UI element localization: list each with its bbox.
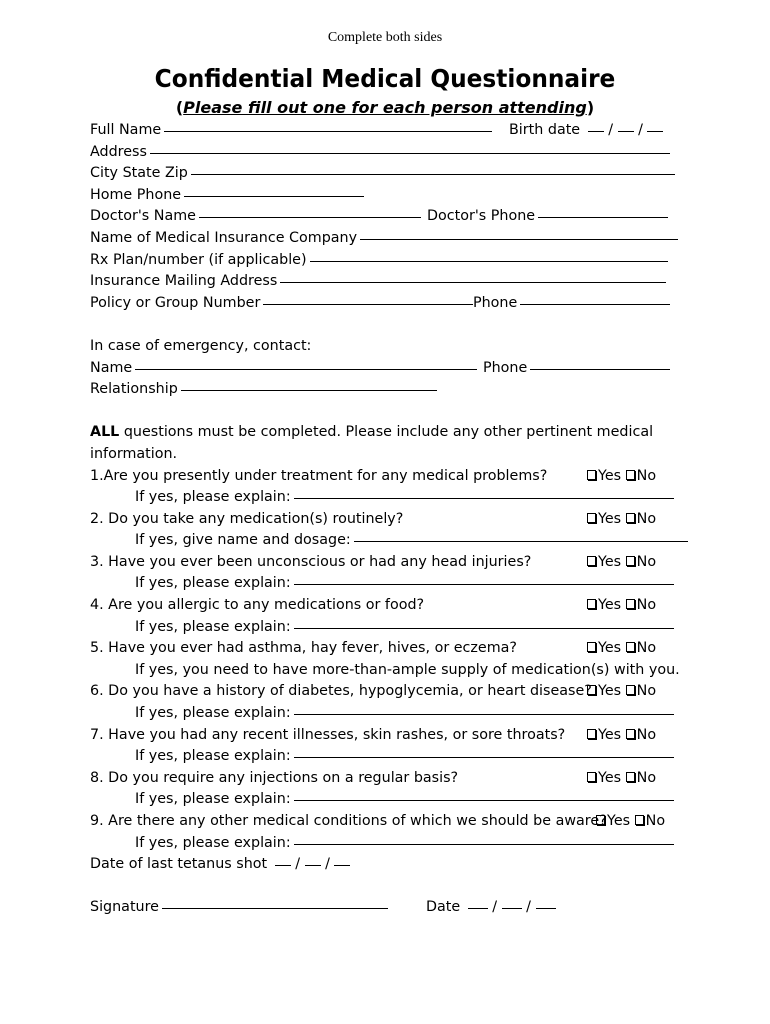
home-phone-label: Home Phone	[90, 186, 182, 203]
yes-no-options	[587, 509, 656, 531]
question-row	[90, 509, 685, 531]
insurance-company-label: Name of Medical Insurance Company	[90, 229, 358, 246]
question-row	[90, 552, 685, 574]
question-text: 6. Do you have a history of diabetes, hypoglycemia, or heart disease?	[90, 683, 592, 700]
emergency-name-label: Name	[90, 359, 133, 376]
doctors-name-label: Doctor's Name	[90, 208, 196, 225]
birth-date-label: Birth date / /	[509, 120, 663, 142]
instructions-line-2: information.	[90, 445, 178, 462]
birth-year-field[interactable]	[647, 130, 663, 132]
followup-text: If yes, you need to have more-than-ample supply of medication(s) with you.	[135, 661, 680, 678]
home-phone-row	[90, 185, 685, 207]
explain-field[interactable]	[294, 799, 674, 801]
tetanus-month-field[interactable]	[275, 864, 291, 866]
date-day-field[interactable]	[502, 907, 522, 909]
address-row	[90, 142, 685, 164]
city-state-zip-row	[90, 163, 685, 185]
no-label: No	[636, 640, 657, 657]
followup-text: If yes, please explain:	[135, 789, 674, 811]
yes-checkbox[interactable]	[587, 685, 596, 695]
explain-field[interactable]	[294, 583, 674, 585]
question-text: 3. Have you ever been unconscious or had any head injuries?	[90, 553, 532, 570]
emergency-name-row	[90, 358, 685, 380]
followup-text: If yes, please explain:	[135, 703, 674, 725]
question-followup-row	[90, 617, 685, 639]
yes-label: Yes	[598, 769, 622, 786]
yes-checkbox[interactable]	[587, 556, 596, 566]
question-row	[90, 638, 685, 660]
yes-label: Yes	[598, 726, 622, 743]
question-followup-row	[90, 789, 685, 811]
no-checkbox[interactable]	[626, 556, 635, 566]
signature-label: Signature	[90, 899, 159, 916]
tetanus-day-field[interactable]	[305, 864, 321, 866]
question-followup-row	[90, 746, 685, 768]
explain-field[interactable]	[294, 497, 674, 499]
emergency-phone-field[interactable]	[530, 368, 670, 370]
no-label: No	[636, 510, 657, 527]
doctors-phone-field[interactable]	[538, 216, 668, 218]
yes-checkbox[interactable]	[587, 513, 596, 523]
signature-row: Signature Date / /	[90, 897, 685, 919]
no-label: No	[636, 769, 657, 786]
yes-checkbox[interactable]	[587, 772, 596, 782]
no-checkbox[interactable]	[626, 513, 635, 523]
question-followup-row	[90, 530, 685, 552]
doctors-phone-label: Doctor's Phone	[427, 208, 536, 225]
yes-label: Yes	[598, 640, 622, 657]
followup-text: If yes, please explain:	[135, 487, 674, 509]
yes-checkbox[interactable]	[587, 470, 596, 480]
followup-text: If yes, please explain:	[135, 746, 674, 768]
full-name-row	[90, 120, 685, 142]
no-label: No	[636, 726, 657, 743]
question-followup-row	[90, 703, 685, 725]
question-text: 2. Do you take any medication(s) routinely?	[90, 510, 404, 527]
no-checkbox[interactable]	[635, 815, 644, 825]
insurance-address-field[interactable]	[280, 281, 666, 283]
yes-no-options	[587, 638, 656, 660]
date-label: Date	[426, 899, 461, 916]
full-name-label: Full Name	[90, 120, 492, 142]
yes-checkbox[interactable]	[587, 729, 596, 739]
followup-text: If yes, please explain:	[135, 573, 674, 595]
policy-number-field[interactable]	[263, 303, 473, 305]
page-note: Complete both sides	[327, 30, 443, 45]
instructions-all: ALL	[90, 424, 120, 441]
explain-field[interactable]	[294, 627, 674, 629]
relationship-label: Relationship	[90, 381, 178, 398]
question-row	[90, 595, 685, 617]
question-text: 5. Have you ever had asthma, hay fever, hives, or eczema?	[90, 640, 517, 657]
yes-label: Yes	[598, 553, 622, 570]
question-followup-row	[90, 833, 685, 855]
followup-text: If yes, give name and dosage:	[135, 530, 688, 552]
yes-no-options	[587, 768, 656, 790]
date-year-field[interactable]	[536, 907, 556, 909]
relationship-row	[90, 379, 685, 401]
yes-checkbox[interactable]	[587, 642, 596, 652]
question-row	[90, 681, 685, 703]
page-title: Confidential Medical Questionnaire	[154, 64, 616, 93]
date-month-field[interactable]	[468, 907, 488, 909]
question-followup-row	[90, 487, 685, 509]
followup-text: If yes, please explain:	[135, 833, 674, 855]
no-label: No	[645, 813, 666, 829]
full-name-field[interactable]	[164, 130, 492, 132]
yes-label: Yes	[598, 467, 622, 484]
yes-label: Yes	[598, 510, 622, 527]
policy-number-label: Policy or Group Number	[90, 294, 261, 311]
question-text: 9. Are there any other medical conditions of which we should be aware?	[90, 813, 607, 829]
birth-day-field[interactable]	[618, 130, 634, 132]
question-text: 1.Are you presently under treatment for any medical problems?	[90, 467, 548, 484]
no-checkbox[interactable]	[626, 642, 635, 652]
emergency-phone-label: Phone	[483, 359, 528, 376]
yes-no-options	[587, 595, 656, 617]
question-list	[90, 466, 685, 855]
no-checkbox[interactable]	[626, 772, 635, 782]
question-row	[90, 466, 685, 488]
no-label: No	[636, 683, 657, 700]
yes-no-options	[587, 552, 656, 574]
question-text: 8. Do you require any injections on a regular basis?	[90, 769, 459, 786]
no-label: No	[636, 597, 657, 614]
address-field[interactable]	[150, 152, 670, 154]
rx-plan-field[interactable]	[310, 260, 668, 262]
relationship-field[interactable]	[181, 389, 437, 391]
no-checkbox[interactable]	[626, 685, 635, 695]
explain-field[interactable]	[294, 843, 674, 845]
yes-label: Yes	[598, 597, 622, 614]
rx-plan-label: Rx Plan/number (if applicable)	[90, 251, 307, 268]
question-text: 7. Have you had any recent illnesses, skin rashes, or sore throats?	[90, 726, 566, 743]
question-row	[90, 725, 685, 747]
question-text: 4. Are you allergic to any medications or food?	[90, 597, 425, 614]
yes-no-options	[596, 811, 665, 833]
question-row	[90, 768, 685, 790]
insurance-company-row	[90, 228, 685, 250]
no-checkbox[interactable]	[626, 729, 635, 739]
no-label: No	[636, 553, 657, 570]
yes-no-options	[587, 725, 656, 747]
policy-phone-field[interactable]	[520, 303, 670, 305]
tetanus-label: Date of last tetanus shot	[90, 856, 268, 873]
signature-field[interactable]	[162, 907, 388, 909]
yes-no-options	[587, 681, 656, 703]
question-followup-row	[90, 660, 685, 682]
insurance-company-field[interactable]	[360, 238, 678, 240]
tetanus-row: Date of last tetanus shot / /	[90, 854, 685, 876]
yes-checkbox[interactable]	[596, 815, 605, 825]
no-checkbox[interactable]	[626, 599, 635, 609]
doctor-row	[90, 206, 685, 228]
doctors-name-field[interactable]	[199, 216, 421, 218]
yes-no-options	[587, 466, 656, 488]
insurance-address-row	[90, 271, 685, 293]
no-label: No	[636, 467, 657, 484]
policy-row	[90, 293, 685, 315]
birth-month-field[interactable]	[588, 130, 604, 132]
emergency-name-field[interactable]	[135, 368, 477, 370]
rx-plan-row	[90, 250, 685, 272]
emergency-heading: In case of emergency, contact:	[90, 337, 312, 354]
explain-field[interactable]	[294, 756, 674, 758]
city-state-zip-field[interactable]	[191, 173, 675, 175]
page-subtitle: (Please fill out one for each person attending)	[175, 98, 595, 117]
questionnaire-form	[90, 120, 685, 919]
home-phone-field[interactable]	[184, 195, 364, 197]
address-label: Address	[90, 143, 147, 160]
instructions-line-1: ALL questions must be completed. Please include any other pertinent medical	[90, 424, 654, 441]
insurance-address-label: Insurance Mailing Address	[90, 273, 278, 290]
yes-label: Yes	[607, 813, 631, 829]
explain-field[interactable]	[294, 713, 674, 715]
yes-label: Yes	[598, 683, 622, 700]
tetanus-year-field[interactable]	[334, 864, 350, 866]
city-state-zip-label: City State Zip	[90, 165, 188, 182]
question-row	[90, 811, 685, 833]
question-followup-row	[90, 573, 685, 595]
policy-phone-label: Phone	[473, 294, 518, 311]
yes-checkbox[interactable]	[587, 599, 596, 609]
followup-text: If yes, please explain:	[135, 617, 674, 639]
explain-field[interactable]	[354, 540, 688, 542]
no-checkbox[interactable]	[626, 470, 635, 480]
